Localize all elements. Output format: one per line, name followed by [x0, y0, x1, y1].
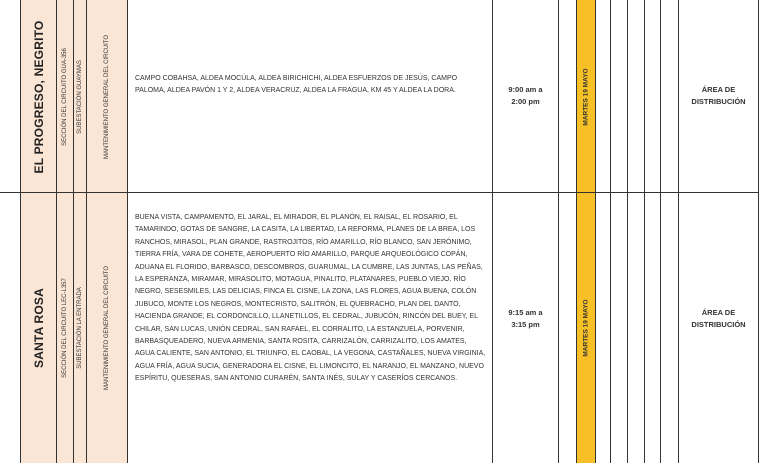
time-start: 9:00 am a [508, 85, 543, 94]
time-start: 9:15 am a [508, 308, 543, 317]
area-type-line2: DISTRIBUCIÓN [691, 320, 746, 329]
circuit-section: SECCIÓN DEL CIRCUITO LEC-L357 [62, 278, 68, 378]
time-cell [492, 0, 558, 193]
section-cell [56, 193, 73, 463]
areas-cell [127, 0, 492, 193]
empty-cell [644, 0, 660, 193]
empty-cell [595, 0, 610, 193]
time-cell [492, 193, 558, 463]
empty-cell [627, 0, 644, 193]
affected-areas: BUENA VISTA, CAMPAMENTO, EL JARAL, EL MIRADOR, EL PLANÓN, EL RAISAL, EL ROSARIO, EL TAMARINDO, GOTAS DE SANGRE, LA CASITA, LA LIBERTAD, LA REFORMA, PLANES DE LA BREA, LOS RANCHOS, MIRASOL, PLAN GRANDE, RASTROJITOS, RÍO AMARILLO, RÍO BLANCO, SAN JERÓNIMO, TIERRA FRÍA, VARA DE COHETE, AEROPUERTO RÍO AMARILLO, PARQUE ARQUEOLÓGICO COPÁN, ADUANA EL FLORIDO, BARBASCO, DESCOMBROS, GUARUMAL, LA CUMBRE, LAS JUNTAS, LAS PEÑAS, LA ESPERANZA, MIRAMAR, MIRASOLITO, MOTAGUA, PINALITO, PLATANARES, PUEBLO VIEJO, RÍO NEGRO, SESESMILES, LAS DELICIAS, FINCA EL CISNE, LA ZONA, LAS FLORES, AGUA BUENA, COLÓN JUBUCO, MONTE LOS NEGROS, MONTECRISTO, SALITRÓN, EL QUEBRACHO, PLAN DEL DANTO, HACIENDA GRANDE, EL CORDONCILLO, LLANETILLOS, EL CEDRAL, JUBUCÓN, RINCÓN DEL BUEY, EL CHILAR, SAN LUCAS, UNIÓN CEDRAL, SAN RAFAEL, EL CORRALITO, LA ESTANZUELA, PORVENIR, BARBASQUEADERO, NUEVA ARMENIA, SANTA ROSITA, CARRIZALÓN, CARRIZALITO, LOS AMATES, AGUA CALIENTE, SAN ANTONIO, EL TRIUNFO, EL CAOBAL, LA VEGONA, CASTAÑALES, NUEVA VIRGINIA, AGUA FRÍA, AGUA SUCIA, GENERADORA EL CISNE, EL LIMONCITO, EL NARANJO, EL MANZANO, NUEVO ESPÍRITU, QUESERAS, SAN ANTONIO CURARÉN, SANTA INÉS, SULAY Y CASERÍOS CERCANOS. [135, 214, 486, 383]
table-row [0, 192, 759, 463]
area-type-line2: DISTRIBUCIÓN [691, 97, 746, 106]
empty-cell [558, 0, 576, 193]
empty-cell [595, 193, 610, 463]
area-type-line1: ÁREA DE [701, 85, 736, 94]
time-end: 2:00 pm [511, 97, 540, 106]
work-cell [86, 0, 127, 193]
substation-cell [73, 193, 86, 463]
outage-date: MARTES 19 MAYO [582, 67, 590, 126]
municipality-name: SANTA ROSA [31, 288, 46, 368]
date-cell [576, 193, 595, 463]
empty-cell [627, 193, 644, 463]
time-end: 3:15 pm [511, 320, 540, 329]
work-description: MANTENIMIENTO GENERAL DEL CIRCUITO [104, 265, 110, 391]
empty-cell [660, 0, 678, 193]
areas-cell [127, 193, 492, 463]
type-cell [678, 0, 759, 193]
substation-name: SUBESTACIÓN LA ENTRADA [77, 287, 83, 369]
work-cell [86, 193, 127, 463]
affected-areas: CAMPO COBAHSA, ALDEA MOCÚLA, ALDEA BIRICHICHI, ALDEA ESFUERZOS DE JESÚS, CAMPO PALOMA, ALDEA PAVÓN 1 Y 2, ALDEA VERACRUZ, ALDEA LA FRAGUA, KM 45 Y ALDEA LA DORA. [135, 75, 458, 95]
substation-name: SUBESTACIÓN GUAYMAS [77, 59, 83, 134]
section-cell [56, 0, 73, 193]
circuit-section: SECCIÓN DEL CIRCUITO GUA-356 [62, 47, 68, 146]
empty-cell [610, 193, 627, 463]
empty-cell [644, 193, 660, 463]
municipality-cell [20, 0, 56, 193]
substation-cell [73, 0, 86, 193]
municipality-cell [20, 193, 56, 463]
outage-date: MARTES 19 MAYO [582, 299, 590, 357]
area-type-line1: ÁREA DE [701, 308, 736, 317]
empty-cell [558, 193, 576, 463]
type-cell [678, 193, 759, 463]
empty-cell [610, 0, 627, 193]
municipality-name: EL PROGRESO, NEGRITO [31, 20, 46, 173]
date-cell [576, 0, 595, 193]
table-row [0, 0, 759, 193]
work-description: MANTENIMIENTO GENERAL DEL CIRCUITO [104, 34, 110, 159]
empty-cell [660, 193, 678, 463]
